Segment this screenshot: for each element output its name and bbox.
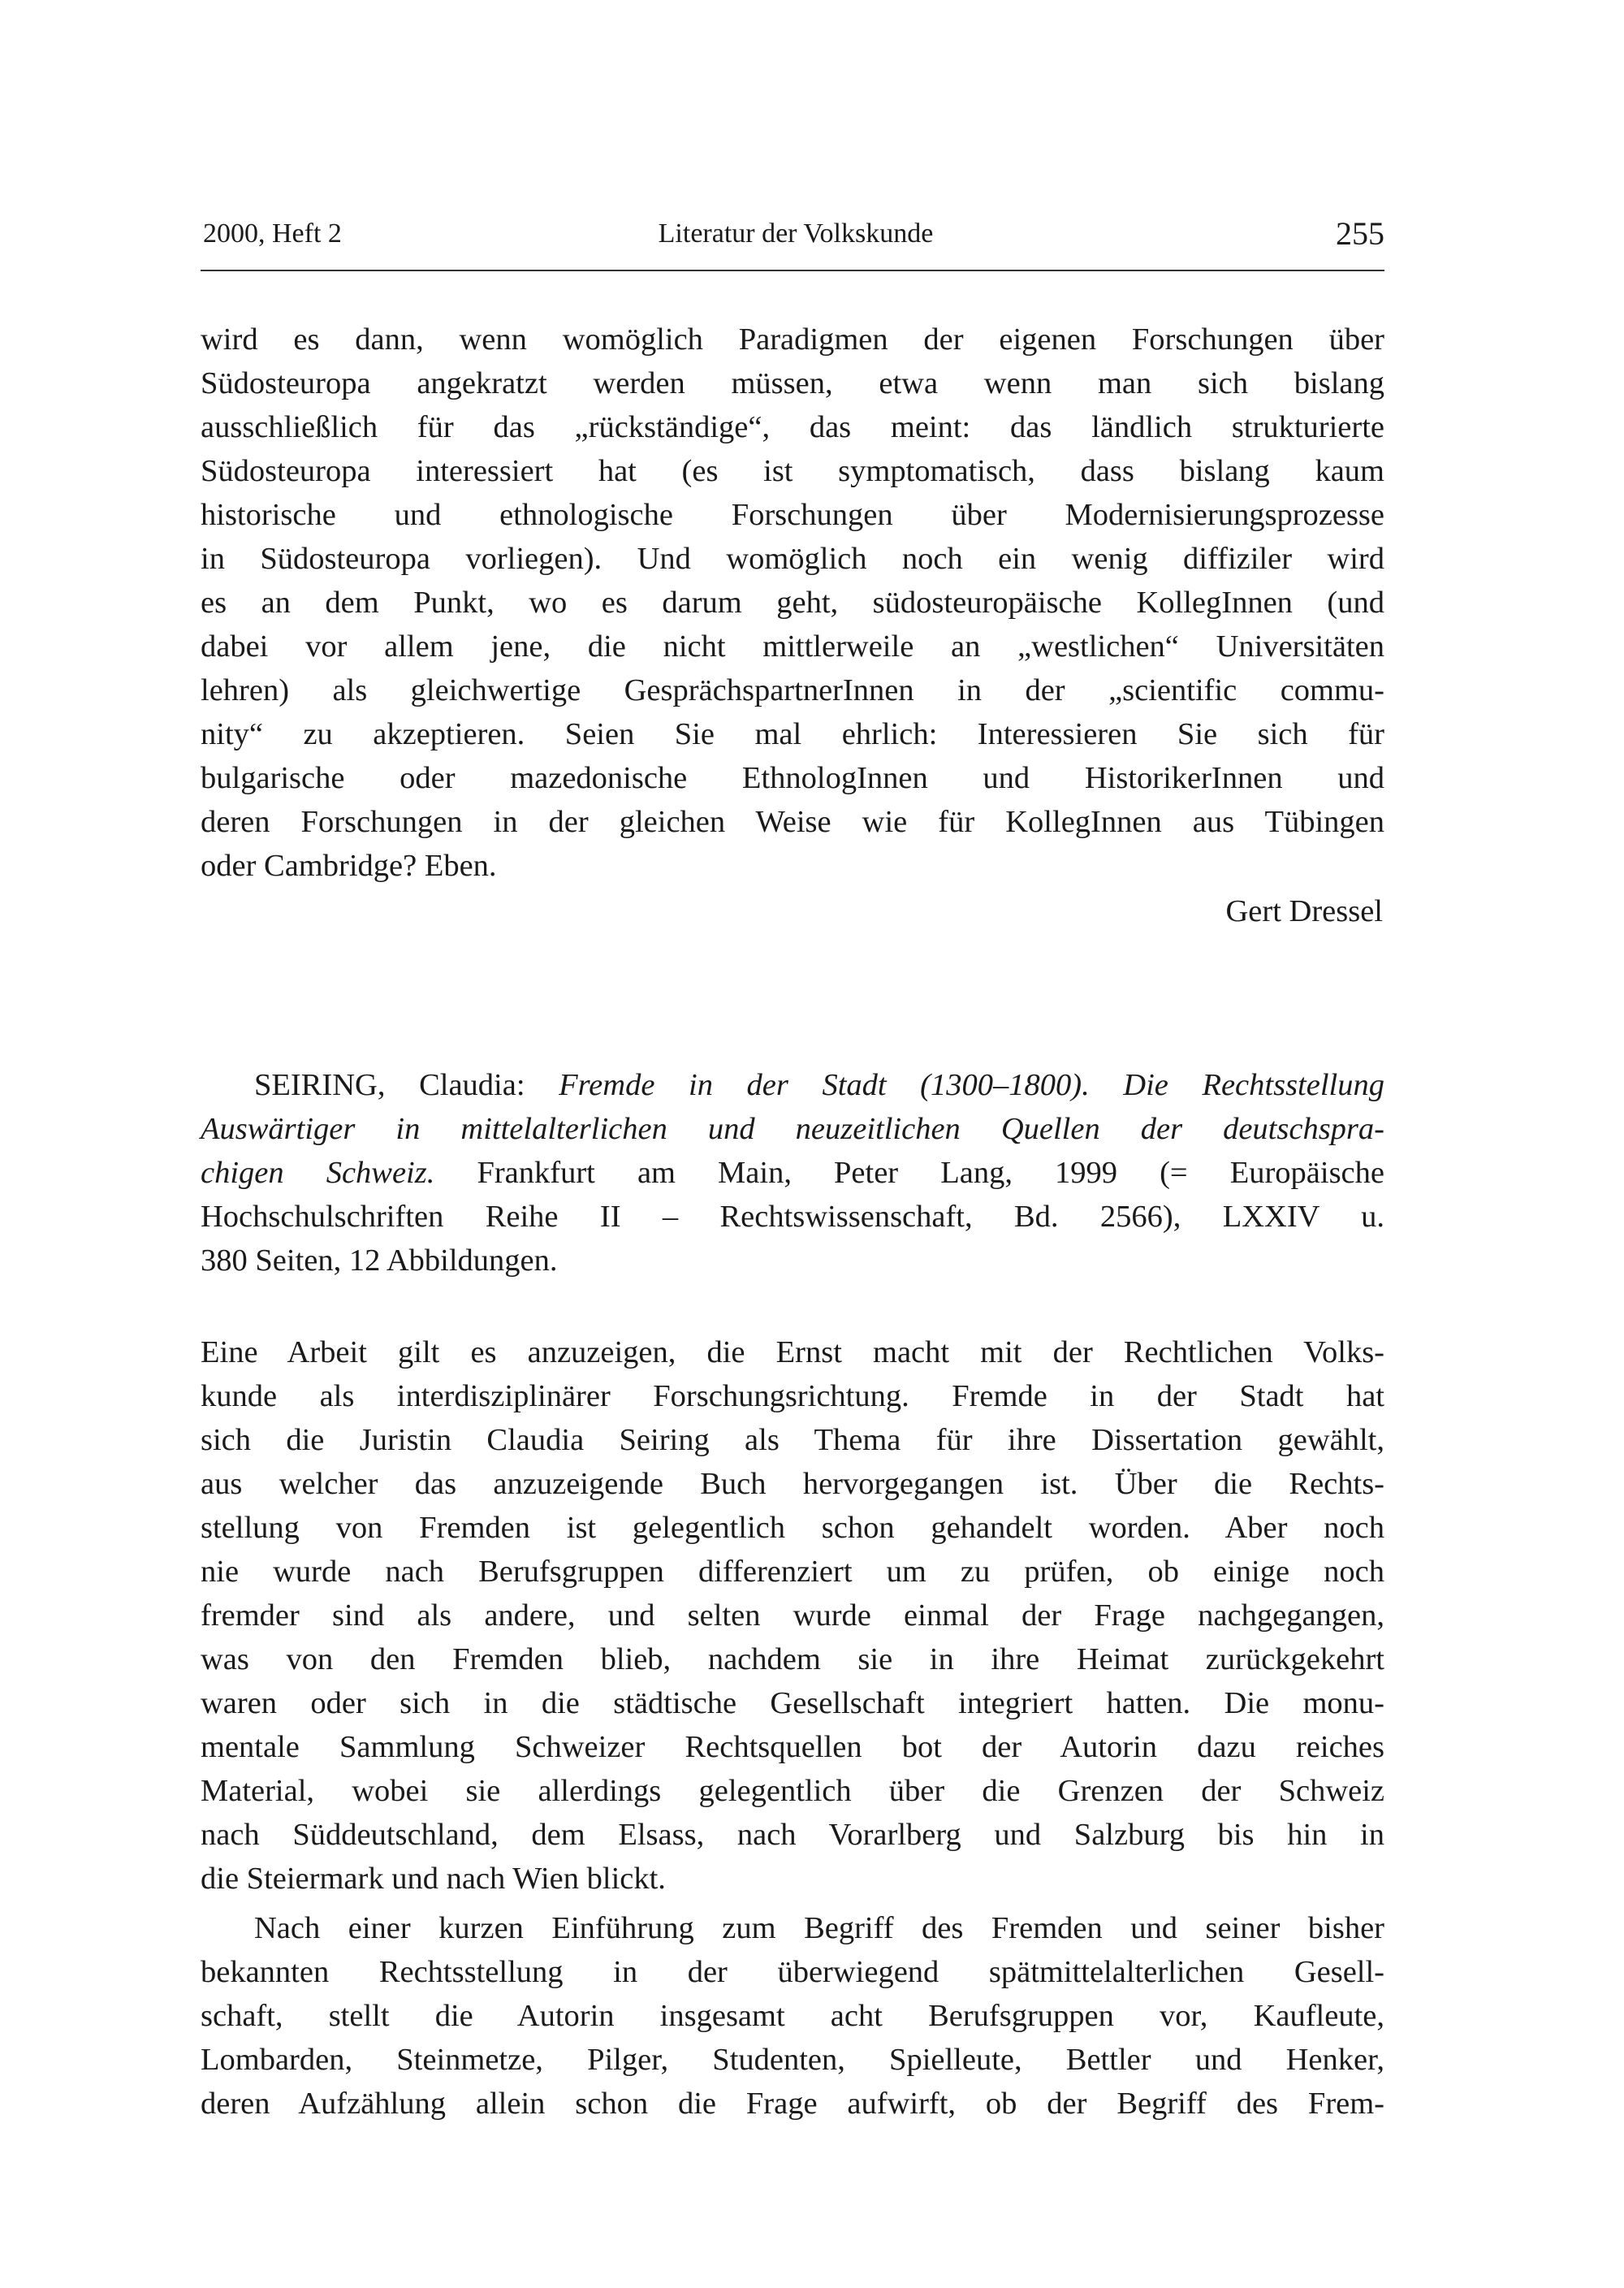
review2-paragraph-2 — [201, 1906, 1384, 2126]
text-line: sich die Juristin Claudia Seiring als Thema für ihre Dissertation gewählt, — [201, 1423, 1384, 1457]
text-line: dabei vor allem jene, die nicht mittlerweile an „westlichen“ Universitäten — [201, 629, 1384, 664]
text-line: deren Aufzählung allein schon die Frage aufwirft, ob der Begriff des Frem- — [201, 2087, 1384, 2121]
text-line: wird es dann, wenn womöglich Paradigmen der eigenen Forschungen über — [201, 322, 1384, 357]
text-line: Nach einer kurzen Einführung zum Begriff des Fremden und seiner bisher — [254, 1911, 1384, 1945]
text-line: lehren) als gleichwertige GesprächspartnerInnen in der „scientific commu- — [201, 673, 1384, 707]
review1-signature: Gert Dressel — [1225, 894, 1383, 928]
citation-title: chigen Schweiz. — [201, 1156, 435, 1190]
text-line: nach Süddeutschland, dem Elsass, nach Vorarlberg und Salzburg bis hin in — [201, 1818, 1384, 1852]
citation-line — [201, 1107, 1384, 1151]
citation-line — [201, 1063, 1384, 1107]
running-header-issue: 2000, Heft 2 — [203, 218, 342, 249]
citation-title: Auswärtiger in mittelalterlichen und neuzeitlichen Quellen der deutschspra- — [201, 1112, 1384, 1146]
citation-line: 380 Seiten, 12 Abbildungen. — [201, 1243, 558, 1278]
text-line: bulgarische oder mazedonische EthnologInnen und HistorikerInnen und — [201, 761, 1384, 795]
review2-citation — [201, 1063, 1384, 1282]
text-line: oder Cambridge? Eben. — [201, 849, 497, 883]
text-line: Südosteuropa interessiert hat (es ist symptomatisch, dass bislang kaum — [201, 454, 1384, 488]
text-line: fremder sind als andere, und selten wurde einmal der Frage nachgegangen, — [201, 1598, 1384, 1633]
text-line: aus welcher das anzuzeigende Buch hervorgegangen ist. Über die Rechts- — [201, 1467, 1384, 1501]
citation-author: SEIRING, Claudia: — [254, 1068, 559, 1102]
text-line: waren oder sich in die städtische Gesellschaft integriert hatten. Die monu- — [201, 1686, 1384, 1720]
citation-publisher: Frankfurt am Main, Peter Lang, 1999 (= Europäische — [434, 1156, 1384, 1190]
text-line: Material, wobei sie allerdings gelegentlich über die Grenzen der Schweiz — [201, 1774, 1384, 1808]
running-header-section: Literatur der Volkskunde — [658, 218, 934, 249]
text-line: deren Forschungen in der gleichen Weise wie für KollegInnen aus Tübingen — [201, 805, 1384, 839]
header-rule — [201, 270, 1384, 271]
text-line: was von den Fremden blieb, nachdem sie in ihre Heimat zurückgekehrt — [201, 1642, 1384, 1676]
text-line: Lombarden, Steinmetze, Pilger, Studenten, Spielleute, Bettler und Henker, — [201, 2043, 1384, 2077]
text-line: schaft, stellt die Autorin insgesamt acht Berufsgruppen vor, Kaufleute, — [201, 1999, 1384, 2033]
review1-text — [201, 318, 1384, 888]
text-line: in Südosteuropa vorliegen). Und womöglich noch ein wenig diffiziler wird — [201, 542, 1384, 576]
text-line: bekannten Rechtsstellung in der überwiegend spätmittelalterlichen Gesell- — [201, 1955, 1384, 1989]
text-line: Südosteuropa angekratzt werden müssen, etwa wenn man sich bislang — [201, 366, 1384, 400]
text-line: stellung von Fremden ist gelegentlich schon gehandelt worden. Aber noch — [201, 1511, 1384, 1545]
text-line: historische und ethnologische Forschungen über Modernisierungsprozesse — [201, 498, 1384, 532]
text-line: mentale Sammlung Schweizer Rechtsquellen bot der Autorin dazu reiches — [201, 1730, 1384, 1764]
citation-line — [201, 1151, 1384, 1195]
text-line: nie wurde nach Berufsgruppen differenziert um zu prüfen, ob einige noch — [201, 1555, 1384, 1589]
text-line: nity“ zu akzeptieren. Seien Sie mal ehrlich: Interessieren Sie sich für — [201, 717, 1384, 751]
text-line: die Steiermark und nach Wien blickt. — [201, 1862, 666, 1896]
text-line: ausschließlich für das „rückständige“, das meint: das ländlich strukturierte — [201, 410, 1384, 444]
review2-paragraph-1 — [201, 1330, 1384, 1901]
text-line: kunde als interdisziplinärer Forschungsrichtung. Fremde in der Stadt hat — [201, 1379, 1384, 1413]
page-number: 255 — [1336, 215, 1384, 252]
citation-title: Fremde in der Stadt (1300–1800). Die Rechtsstellung — [559, 1068, 1384, 1102]
text-line: es an dem Punkt, wo es darum geht, südosteuropäische KollegInnen (und — [201, 586, 1384, 620]
citation-line: Hochschulschriften Reihe II – Rechtswissenschaft, Bd. 2566), LXXIV u. — [201, 1200, 1384, 1234]
text-line: Eine Arbeit gilt es anzuzeigen, die Ernst macht mit der Rechtlichen Volks- — [201, 1335, 1384, 1369]
